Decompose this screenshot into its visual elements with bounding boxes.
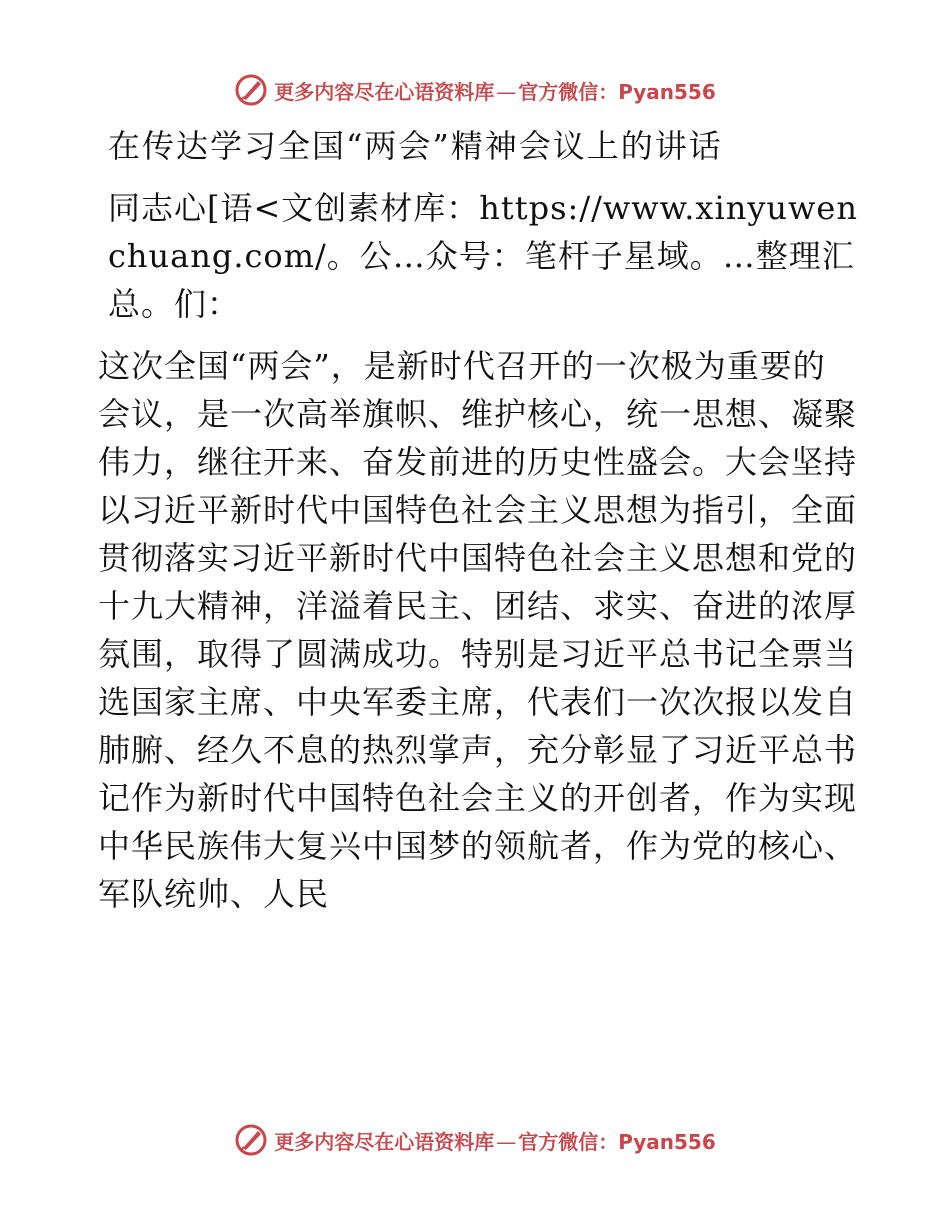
banner-separator: —: [496, 79, 517, 104]
paragraph-1: 这次全国“两会”，是新时代召开的一次极为重要的会议，是一次高举旗帜、维护核心，统一思想、凝聚伟力，继往开来、奋发前进的历史性盛会。大会坚持以习近平新时代中国特色社会主义思想为指引，全面贯彻落实习近平新时代中国特色社会主义思想和党的十九大精神，洋溢着民主、团结、求实、奋进的浓厚氛围，取得了圆满成功。特别是习近平总书记全票当选国家主席、中央军委主席，代表们一次次报以发自肺腑、经久不息的热烈掌声，充分彰显了习近平总书记作为新时代中国特色社会主义的开创者，作为实现中华民族伟大复兴中国梦的领航者，作为党的核心、军队统帅、人民: [98, 347, 858, 913]
document-body: [98, 122, 858, 932]
header-watermark-banner: [0, 70, 950, 110]
document-title: 在传达学习全国“两会”精神会议上的讲话: [108, 127, 723, 165]
banner-wechat-text: 官方微信：Pyan556: [518, 1129, 716, 1154]
quill-logo-icon: [234, 1123, 268, 1157]
banner-main-text: 更多内容尽在心语资料库: [274, 1129, 495, 1154]
banner-wechat-text: 官方微信：Pyan556: [518, 79, 716, 104]
quill-logo-icon: [234, 73, 268, 107]
salutation: 同志心[语<文创素材库：https://www.xinyuwenchuang.com/。公…众号：笔杆子星域。…整理汇总。们：: [108, 189, 858, 323]
footer-watermark-banner: [0, 1120, 950, 1160]
banner-main-text: 更多内容尽在心语资料库: [274, 79, 495, 104]
banner-text: [274, 76, 716, 105]
banner-text: [274, 1126, 716, 1155]
banner-separator: —: [496, 1129, 517, 1154]
